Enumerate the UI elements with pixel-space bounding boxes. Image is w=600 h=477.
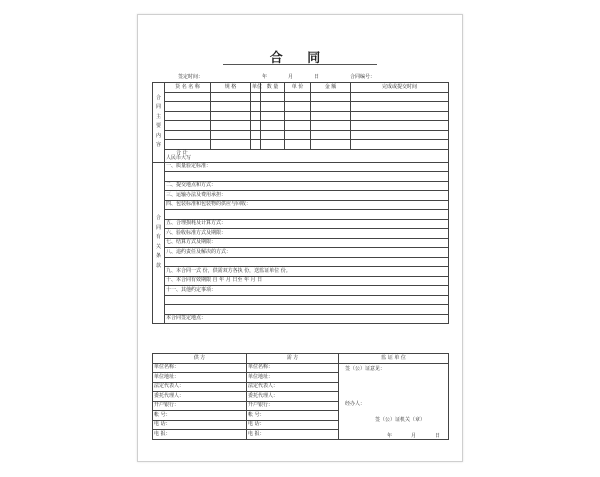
witness-month: 月 (411, 432, 417, 439)
term-row (153, 305, 449, 315)
column-header: 规 格 (211, 83, 251, 93)
goods-cell[interactable] (261, 121, 285, 131)
term-row (153, 229, 449, 239)
term-text[interactable]: 七、结算方式及期限： (165, 238, 449, 248)
buyer-field[interactable]: 委托代理人： (247, 392, 339, 402)
handler-label: 经办人： (345, 400, 366, 407)
goods-cell[interactable] (165, 111, 211, 121)
goods-cell[interactable] (165, 102, 211, 112)
supplier-field[interactable]: 单位名称： (153, 363, 247, 373)
term-text[interactable]: 八、违约责任及解决的方式： (165, 248, 449, 258)
buyer-field[interactable]: 法定代表人： (247, 382, 339, 392)
term-text[interactable]: 二、提交地点和方式： (165, 181, 449, 191)
total-row (153, 149, 449, 162)
goods-cell[interactable] (211, 92, 251, 102)
total-label: 合 计 (176, 149, 188, 156)
goods-cell[interactable] (251, 140, 261, 150)
buyer-field[interactable]: 帐 号： (247, 411, 339, 421)
goods-cell[interactable] (351, 130, 449, 140)
term-row (153, 267, 449, 277)
goods-cell[interactable] (261, 92, 285, 102)
goods-cell[interactable] (261, 111, 285, 121)
goods-row (153, 111, 449, 121)
buyer-field[interactable]: 电 报： (247, 430, 339, 440)
buyer-field[interactable]: 电 话： (247, 420, 339, 430)
sign-time-label: 签定时间： (178, 74, 204, 80)
goods-cell[interactable] (211, 140, 251, 150)
contract-form (137, 14, 463, 462)
column-header: 完成或提交时间 (351, 83, 449, 93)
supplier-header: 供 方 (153, 354, 247, 364)
column-header: 数 量 (261, 83, 285, 93)
term-text[interactable]: 三、运输办法及费用承担： (165, 191, 449, 201)
witness-cell (339, 363, 449, 439)
title-underline (223, 64, 377, 65)
goods-cell[interactable] (251, 102, 261, 112)
goods-cell[interactable] (311, 140, 351, 150)
goods-cell[interactable] (351, 102, 449, 112)
goods-cell[interactable] (311, 121, 351, 131)
parties-header-row (153, 354, 449, 364)
sign-month-label: 月 (288, 74, 294, 80)
goods-cell[interactable] (311, 92, 351, 102)
goods-cell[interactable] (211, 121, 251, 131)
column-header: 货 名 名 称 (165, 83, 211, 93)
goods-cell[interactable] (351, 121, 449, 131)
column-header: 单位 (251, 83, 261, 93)
contract-no-label: 合同编号： (350, 74, 376, 80)
goods-cell[interactable] (285, 121, 311, 131)
term-text[interactable]: 四、包装标准和包装物的供应与回收： (165, 200, 449, 210)
goods-row (153, 92, 449, 102)
buyer-field[interactable]: 开户银行： (247, 401, 339, 411)
goods-cell[interactable] (261, 130, 285, 140)
term-text[interactable] (165, 257, 449, 267)
supplier-field[interactable]: 委托代理人： (153, 392, 247, 402)
supplier-field[interactable]: 法定代表人： (153, 382, 247, 392)
header-row (153, 83, 449, 93)
goods-cell[interactable] (165, 140, 211, 150)
term-row (153, 181, 449, 191)
rmb-label: 人民币大写 (166, 154, 192, 161)
goods-cell[interactable] (211, 102, 251, 112)
goods-cell[interactable] (251, 92, 261, 102)
goods-cell[interactable] (285, 102, 311, 112)
term-text[interactable]: 一、质量验定标准： (165, 162, 449, 172)
terms-side-label: 合同有关条款 (153, 162, 165, 324)
term-text[interactable] (165, 172, 449, 182)
term-row (153, 314, 449, 324)
party-row (153, 363, 449, 373)
term-text[interactable]: 十、本合同有效期限 自 年 月 日至 年 月 日 (165, 276, 449, 286)
witness-opinion: 签（公）证意见： (345, 365, 386, 372)
supplier-field[interactable]: 开户银行： (153, 401, 247, 411)
goods-cell[interactable] (351, 111, 449, 121)
goods-cell[interactable] (311, 130, 351, 140)
supplier-field[interactable]: 帐 号： (153, 411, 247, 421)
term-text[interactable] (165, 210, 449, 220)
column-header: 金 额 (311, 83, 351, 93)
goods-cell[interactable] (165, 92, 211, 102)
term-text[interactable] (165, 295, 449, 305)
main-content-side-label: 合同主要内容 (153, 83, 165, 163)
goods-cell[interactable] (165, 130, 211, 140)
goods-cell[interactable] (311, 111, 351, 121)
goods-cell[interactable] (261, 140, 285, 150)
goods-cell[interactable] (285, 92, 311, 102)
goods-cell[interactable] (285, 111, 311, 121)
goods-cell[interactable] (351, 92, 449, 102)
seal-label: 签（公）证机关（章） (375, 416, 426, 423)
sign-year-label: 年 (262, 74, 268, 80)
term-row (153, 286, 449, 296)
term-row (153, 162, 449, 172)
goods-cell[interactable] (165, 121, 211, 131)
term-row (153, 295, 449, 305)
goods-cell[interactable] (285, 130, 311, 140)
term-text[interactable]: 九、本合同一式 份，供需双方各执 份，送监证单位 份。 (165, 267, 449, 277)
term-row (153, 238, 449, 248)
term-text[interactable] (165, 305, 449, 315)
column-header: 单 价 (285, 83, 311, 93)
goods-cell[interactable] (211, 130, 251, 140)
witness-day: 日 (435, 432, 441, 439)
supplier-field[interactable]: 电 话： (153, 420, 247, 430)
term-text[interactable]: 五、合理损耗及计算方式： (165, 219, 449, 229)
goods-cell[interactable] (251, 111, 261, 121)
term-text[interactable]: 十一、其他约定事项： (165, 286, 449, 296)
sign-day-label: 日 (314, 74, 320, 80)
goods-row (153, 140, 449, 150)
main-table (152, 82, 449, 324)
buyer-field[interactable]: 单位地址： (247, 373, 339, 383)
witness-header: 监 证 单 位 (339, 354, 449, 364)
goods-cell[interactable] (251, 130, 261, 140)
term-text[interactable]: 本合同签定地点： (165, 314, 449, 324)
goods-cell[interactable] (251, 121, 261, 131)
goods-cell[interactable] (211, 111, 251, 121)
goods-cell[interactable] (285, 140, 311, 150)
witness-year: 年 (387, 432, 393, 439)
term-row (153, 172, 449, 182)
supplier-field[interactable]: 单位地址： (153, 373, 247, 383)
buyer-header: 需 方 (247, 354, 339, 364)
buyer-field[interactable]: 单位名称： (247, 363, 339, 373)
term-text[interactable]: 六、验收标准方式及期限： (165, 229, 449, 239)
document-title: 合 同 (269, 51, 331, 66)
goods-row (153, 121, 449, 131)
goods-row (153, 130, 449, 140)
term-row (153, 276, 449, 286)
goods-cell[interactable] (261, 102, 285, 112)
goods-cell[interactable] (351, 140, 449, 150)
term-row (153, 257, 449, 267)
total-cell (165, 149, 449, 162)
parties-table (152, 353, 449, 440)
term-row (153, 200, 449, 210)
term-row (153, 219, 449, 229)
term-row (153, 210, 449, 220)
goods-row (153, 102, 449, 112)
supplier-field[interactable]: 电 报： (153, 430, 247, 440)
term-row (153, 248, 449, 258)
goods-cell[interactable] (311, 102, 351, 112)
term-row (153, 191, 449, 201)
